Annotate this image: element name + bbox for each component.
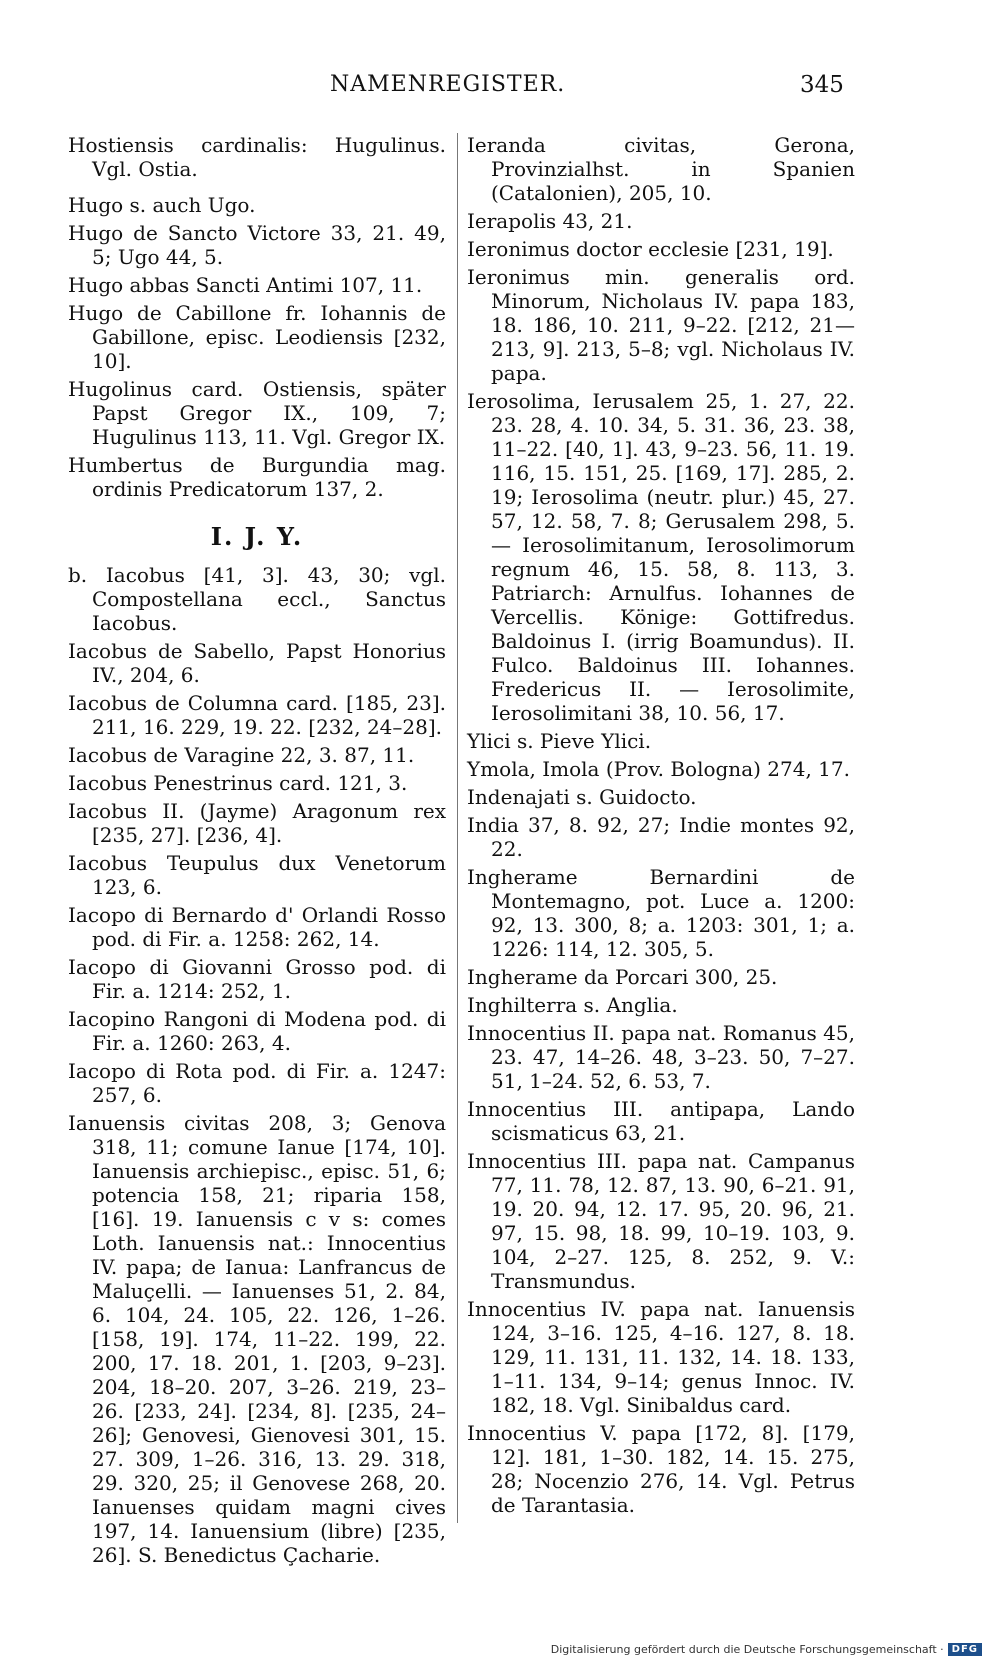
index-entry: Iacopo di Giovanni Grosso pod. di Fir. a. 1214: 252, 1.: [68, 955, 446, 1003]
index-entry: b. Iacobus [41, 3]. 43, 30; vgl. Compostellana eccl., Sanctus Iacobus.: [68, 563, 446, 635]
index-entry: Ylici s. Pieve Ylici.: [467, 729, 652, 753]
index-entry: Ingherame Bernardini de Montemagno, pot. Luce a. 1200: 92, 13. 300, 8; a. 1203: 301, 1; a. 1226: 114, 12. 305, 5.: [467, 865, 855, 961]
digitization-note: Digitalisierung gefördert durch die Deutsche Forschungsgemeinschaft ·: [550, 1643, 944, 1656]
index-entry: Innocentius III. antipapa, Lando scismaticus 63, 21.: [467, 1097, 855, 1145]
index-entry: Ingherame da Porcari 300, 25.: [467, 965, 778, 989]
index-entry: Iacopino Rangoni di Modena pod. di Fir. a. 1260: 263, 4.: [68, 1007, 446, 1055]
index-entry: Innocentius V. papa [172, 8]. [179, 12]. 181, 1–30. 182, 14. 15. 275, 28; Nocenzio 276, 14. Vgl. Petrus de Tarantasia.: [467, 1421, 855, 1517]
index-entry: Ymola, Imola (Prov. Bologna) 274, 17.: [467, 757, 850, 781]
index-entry: Inghilterra s. Anglia.: [467, 993, 678, 1017]
section-heading: I. J. Y.: [210, 522, 304, 551]
index-entry: Innocentius II. papa nat. Romanus 45, 23. 47, 14–26. 48, 3–23. 50, 7–27. 51, 1–24. 52, 6. 53, 7.: [467, 1021, 855, 1093]
index-entry: Innocentius III. papa nat. Campanus 77, 11. 78, 12. 87, 13. 90, 6–21. 91, 19. 20. 94, 12. 17. 95, 20. 96, 21. 97, 15. 98, 18. 99, 10–19. 103, 9. 104, 2–27. 125, 8. 252, 9. V.: Transmundus.: [467, 1149, 855, 1293]
index-entry: Indenajati s. Guidocto.: [467, 785, 697, 809]
index-entry: Ierosolima, Ierusalem 25, 1. 27, 22. 23. 28, 4. 10. 34, 5. 31. 36, 23. 38, 11–22. [40, 1]. 43, 9–23. 56, 11. 19. 116, 15. 151, 25. [169, 17]. 285, 2. 19; Ierosolima (neutr. plur.) 45, 27. 57, 12. 58, 7. 8; Gerusalem 298, 5. — Ierosolimitanum, Ierosolimorum regnum 46, 15. 58, 8. 113, 3. Patriarch: Arnulfus. Iohannes de Vercellis. Könige: Gottifredus. Baldoinus I. (irrig Boamundus). II. Fulco. Baldoinus III. Iohannes. Fredericus II. — Ierosolimite, Ierosolimitani 38, 10. 56, 17.: [467, 389, 855, 725]
index-entry: India 37, 8. 92, 27; Indie montes 92, 22.: [467, 813, 855, 861]
index-entry: Ieronimus min. generalis ord. Minorum, Nicholaus IV. papa 183, 18. 186, 10. 211, 9–22. [212, 21— 213, 9]. 213, 5–8; vgl. Nicholaus IV. papa.: [467, 265, 855, 385]
left-column: [68, 133, 446, 1571]
index-entry: Hugolinus card. Ostiensis, später Papst Gregor IX., 109, 7; Hugulinus 113, 11. Vgl. Gregor IX.: [68, 377, 446, 449]
index-entry: Innocentius IV. papa nat. Ianuensis 124, 3–16. 125, 4–16. 127, 8. 18. 129, 11. 131, 11. 132, 14. 18. 133, 1–11. 134, 9–14; genus Innoc. IV. 182, 18. Vgl. Sinibaldus card.: [467, 1297, 855, 1417]
index-entry: Ieronimus doctor ecclesie [231, 19].: [467, 237, 834, 261]
index-entry: Iacobus de Columna card. [185, 23]. 211, 16. 229, 19. 22. [232, 24–28].: [68, 691, 446, 739]
index-entry: Hugo de Sancto Victore 33, 21. 49, 5; Ugo 44, 5.: [68, 221, 446, 269]
page-number: 345: [800, 72, 844, 98]
index-entry: Hugo s. auch Ugo.: [68, 193, 256, 217]
index-entry: Iacopo di Rota pod. di Fir. a. 1247: 257, 6.: [68, 1059, 446, 1107]
index-entry: Ianuensis civitas 208, 3; Genova 318, 11; comune Ianue [174, 10]. Ianuensis archiepisc., episc. 51, 6; potencia 158, 21; riparia 158, [16]. 19. Ianuensis c v s: comes Loth. Ianuensis nat.: Innocentius IV. papa; de Ianua: Lanfrancus de Maluçelli. — Ianuenses 51, 2. 84, 6. 104, 24. 105, 22. 126, 1–26. [158, 19]. 174, 11–22. 199, 22. 200, 17. 18. 201, 1. [203, 9–23]. 204, 18–20. 207, 3–26. 219, 23–26. [233, 24]. [234, 8]. [235, 24–26]; Genovesi, Gienovesi 301, 15. 27. 309, 1–26. 316, 13. 29. 318, 29. 320, 25; il Genovese 268, 20. Ianuenses quidam magni cives 197, 14. Ianuensium (libre) [235, 26]. S. Benedictus Çacharie.: [68, 1111, 446, 1567]
right-column: [467, 133, 855, 1521]
index-entry: Iacobus II. (Jayme) Aragonum rex [235, 27]. [236, 4].: [68, 799, 446, 847]
running-title: NAMENREGISTER.: [330, 72, 566, 97]
dfg-logo: DFG: [948, 1643, 982, 1656]
index-entry: Ieranda civitas, Gerona, Provinzialhst. in Spanien (Catalonien), 205, 10.: [467, 133, 855, 205]
index-entry: Iacopo di Bernardo d' Orlandi Rosso pod. di Fir. a. 1258: 262, 14.: [68, 903, 446, 951]
index-entry: Iacobus de Varagine 22, 3. 87, 11.: [68, 743, 415, 767]
column-divider: [457, 133, 458, 1523]
index-entry: Hugo abbas Sancti Antimi 107, 11.: [68, 273, 423, 297]
index-entry: Ierapolis 43, 21.: [467, 209, 633, 233]
index-entry: Iacobus de Sabello, Papst Honorius IV., 204, 6.: [68, 639, 446, 687]
index-entry: Hostiensis cardinalis: Hugulinus. Vgl. Ostia.: [68, 133, 446, 181]
index-entry: Humbertus de Burgundia mag. ordinis Predicatorum 137, 2.: [68, 453, 446, 501]
index-entry: Iacobus Teupulus dux Venetorum 123, 6.: [68, 851, 446, 899]
index-entry: Iacobus Penestrinus card. 121, 3.: [68, 771, 408, 795]
digitization-footer: [551, 1643, 982, 1656]
page-header: [0, 72, 1000, 108]
index-entry: Hugo de Cabillone fr. Iohannis de Gabillone, episc. Leodiensis [232, 10].: [68, 301, 446, 373]
